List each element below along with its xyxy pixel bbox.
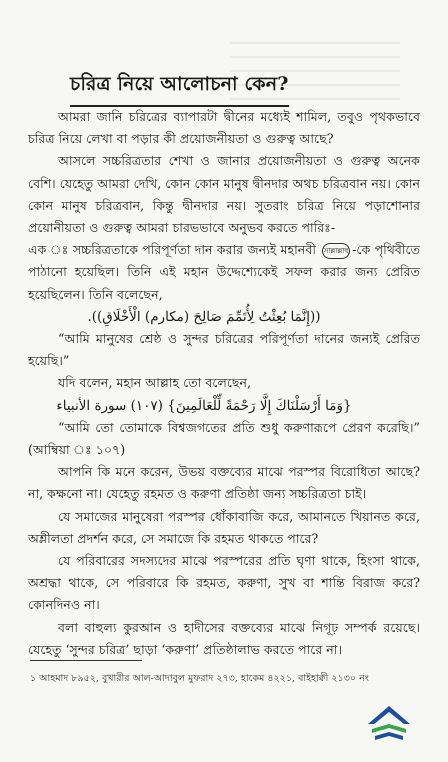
paragraph-6: যে পরিবারের সদস্যদের মাঝে পরস্পরের প্রতি ঘৃণা থাকে, হিংসা থাকে, অশ্রদ্ধা থাকে, সে পরিবারে কি রহমত, করুণা, সুখ বা শান্তি বিরাজ করে? কোনদিনও না। <box>28 553 420 613</box>
logo-wave-upper <box>372 724 406 733</box>
heading-wrap <box>70 70 400 107</box>
body-text <box>28 106 420 661</box>
logo-roof <box>368 706 410 724</box>
verse-translation: “আমি তো তোমাকে বিশ্বজগতের প্রতি শুধু করুণারূপে প্রেরণ করেছি।” (আম্বিয়া ঃ ১০৭) <box>28 419 420 458</box>
hadith-translation: “আমি মানুষের শ্রেষ্ঠ ও সুন্দর চরিত্রের পরিপূর্ণতা দানের জন্যই প্রেরিত হয়েছি।” <box>28 331 420 369</box>
logo-wave-lower <box>375 732 403 740</box>
salawat-seal-icon: সাল্লাল্লাহু <box>322 243 350 259</box>
arabic-verse: {وَمَا أَرْسَلْنَاكَ إِلَّا رَحْمَةً لِّلْعَالَمِينَ} (١٠٧) سورة الأنبياء <box>56 397 352 414</box>
paragraph-one <box>28 239 420 306</box>
footnote-divider <box>30 660 142 661</box>
footnote: ১ আহমাদ ৮৯৫২, বুখারীর আল-আদাবুল মুফরাদ ২৭৩, হাকেম ৪২২১, বাইহাক্বী ২১৩০ নং <box>30 673 369 684</box>
paragraph-2: আসলে সচ্চরিত্রতার শেখা ও জানার প্রয়োজনীয়তা ও গুরুত্ব অনেক বেশি। যেহেতু আমরা দেখি, কোন কোন মানুষ দ্বীনদার অথচ চরিত্রবান নয়। কোন কোন মানুষ চরিত্রবান, কিন্তু দ্বীনদার নয়। সুতরাং চরিত্র নিয়ে পড়াশোনার প্রয়োনীয়তা ও গুরুত্ব আমরা চারভভাবে অনুভব করতে পারিঃ- <box>28 153 420 236</box>
page-heading: চরিত্র নিয়ে আলোচনা কেন? <box>70 70 289 107</box>
paragraph-4: আপনি কি মনে করেন, উভয় বক্তব্যের মাঝে পরস্পর বিরোধিতা আছে? না, কক্ষনো না। যেহেতু রহমত ও করুণা প্রতিষ্ঠা জন্য সচ্চরিত্রতা চাই। <box>28 464 420 502</box>
arabic-hadith: ((إِنَّمَا بُعِثْتُ لِأُتَمِّمَ صَالِحَ (مكارم) الْأَخْلَاقِ)). <box>87 308 321 325</box>
paragraph-7: বলা বাহুল্য কুরআন ও হাদীসের বক্তব্যের মাঝে নিগূঢ় সম্পর্ক রয়েছে। যেহেতু ‘সুন্দর চরিত্র’ ছাড়া ‘করুণা’ প্রতিষ্ঠালাভ করতে পারে না। <box>28 619 420 657</box>
paragraph-5: যে সমাজের মানুষেরা পরস্পর ধোঁকাবাজি করে, আমানতে খিয়ানত করে, অশ্লীলতা প্রদর্শন করে, সে সমাজে কি রহমত থাকতে পারে? <box>28 508 420 546</box>
paragraph-one-end: -কে পৃথিবীতে পাঠানো হয়েছিল। তিনি এই মহান উদ্দেশ্যেকেই সফল করার জন্য প্রেরিত হয়েছিলেন। তিনি বলেছেন, <box>28 242 420 302</box>
paragraph-1: আমরা জানি চরিত্রের ব্যাপারটা দ্বীনের মধ্যেই শামিল, তবুও পৃথকভাবে চরিত্র নিয়ে লেখা বা পড়ার কী প্রয়োজনীয়তা ও গুরুত্ব আছে? <box>28 109 420 147</box>
publisher-logo-icon <box>362 702 416 746</box>
paragraph-one-start: এক ঃ সচ্চরিত্রতাকে পরিপূর্ণতা দান করার জন্যই মহানবী <box>28 242 316 258</box>
paragraph-3: যদি বলেন, মহান আল্লাহ তো বলেছেন, <box>58 375 252 391</box>
